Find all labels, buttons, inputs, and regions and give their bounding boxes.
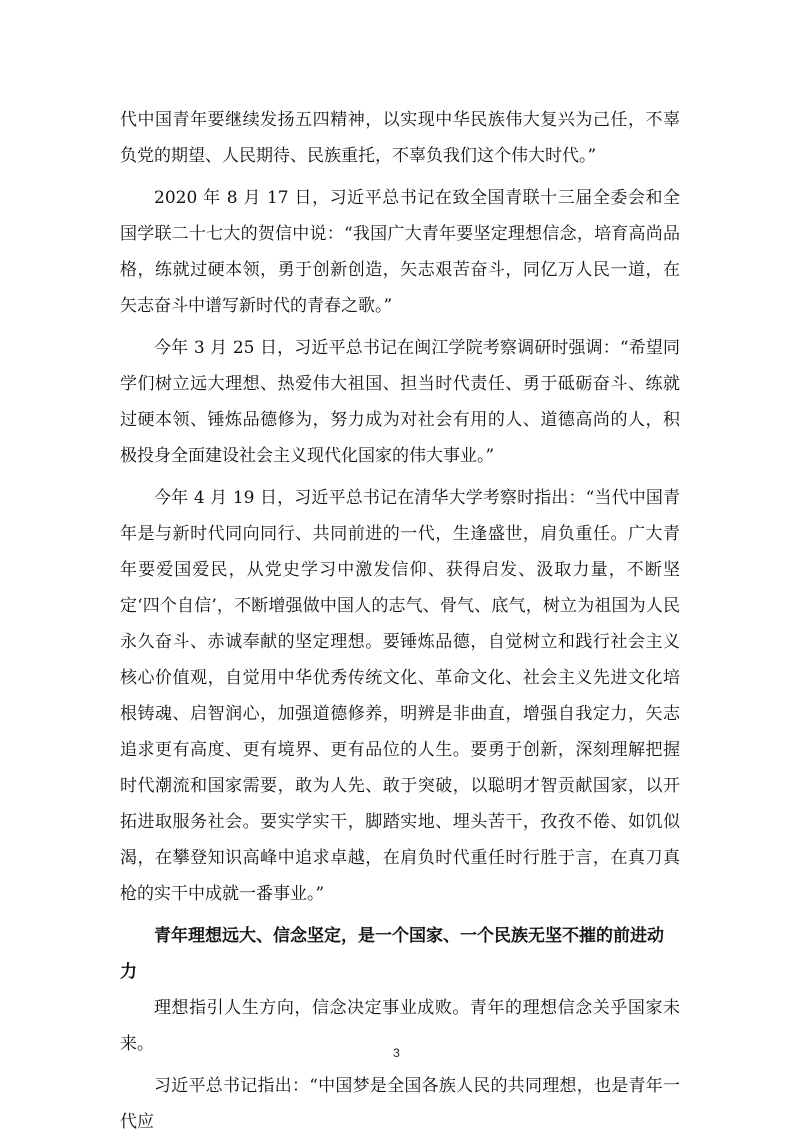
page-number: 3	[393, 1046, 400, 1060]
document-body	[120, 102, 680, 1140]
paragraph-tsinghua-visit: 今年 4 月 19 日，习近平总书记在清华大学考察时指出：“当代中国青年是与新时代同向同行、共同前进的一代，生逢盛世，肩负重任。广大青年要爱国爱民，从党史学习中激发信仰、获得启发、汲取力量，不断坚定‘四个自信’，不断增强做中国人的志气、骨气、底气，树立为祖国为人民永久奋斗、赤诚奉献的坚定理想。要锤炼品德，自觉树立和践行社会主义核心价值观，自觉用中华优秀传统文化、革命文化、社会主义先进文化培根铸魂、启智润心，加强道德修养，明辨是非曲直，增强自我定力，矢志追求更有高度、更有境界、更有品位的人生。要勇于创新，深刻理解把握时代潮流和国家需要，敢为人先、敢于突破，以聪明才智贡献国家，以开拓进取服务社会。要实学实干，脚踏实地、埋头苦干，孜孜不倦、如饥似渴，在攀登知识高峰中追求卓越，在肩负时代重任时行胜于言，在真刀真枪的实干中成就一番事业。”	[120, 488, 680, 904]
paragraph-ideals-intro: 理想指引人生方向，信念决定事业成败。青年的理想信念关乎国家未来。	[120, 998, 680, 1054]
paragraph-minjiang-college: 今年 3 月 25 日，习近平总书记在闽江学院考察调研时强调：“希望同学们树立远大理想、热爱伟大祖国、担当时代责任、勇于砥砺奋斗、练就过硬本领、锤炼品德修为，努力成为对社会有用的人、道德高尚的人，积极投身全面建设社会主义现代化国家的伟大事业。”	[120, 338, 680, 466]
paragraph-chinese-dream: 习近平总书记指出：“中国梦是全国各族人民的共同理想，也是青年一代应	[120, 1076, 680, 1132]
section-heading: 青年理想远大、信念坚定，是一个国家、一个民族无坚不摧的前进动力	[120, 926, 664, 982]
paragraph-continuation: 代中国青年要继续发扬五四精神，以实现中华民族伟大复兴为己任，不辜负党的期望、人民期待、民族重托，不辜负我们这个伟大时代。”	[120, 110, 680, 166]
paragraph-2020-letter: 2020 年 8 月 17 日，习近平总书记在致全国青联十三届全委会和全国学联二十七大的贺信中说：“我国广大青年要坚定理想信念，培育高尚品格，练就过硬本领，勇于创新创造，矢志艰苦奋斗，同亿万人民一道，在矢志奋斗中谱写新时代的青春之歌。”	[120, 188, 680, 316]
